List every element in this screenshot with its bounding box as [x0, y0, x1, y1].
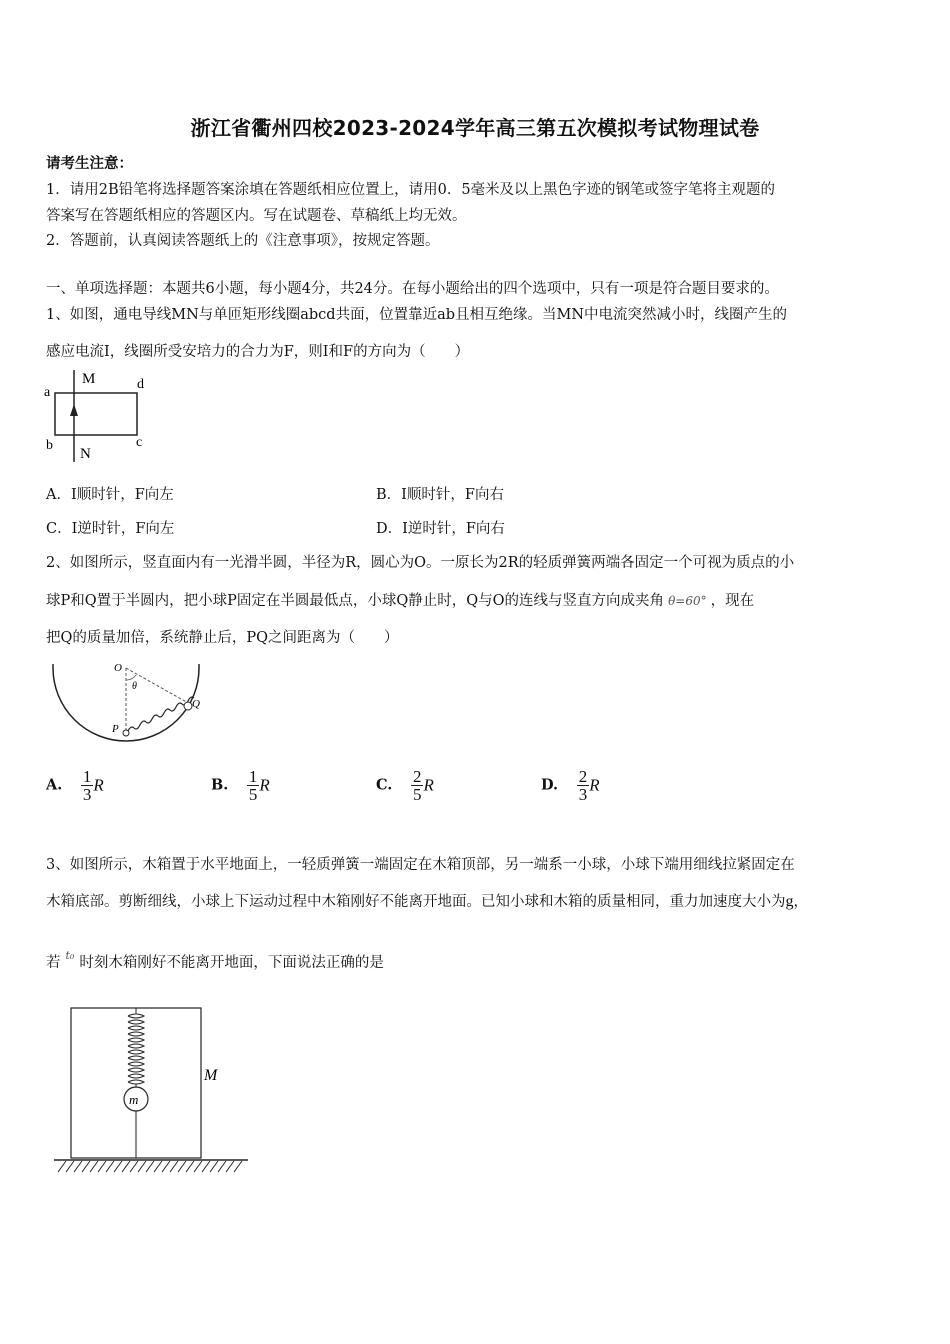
- q2-stem-line-1: 2、如图所示，竖直面内有一光滑半圆，半径为R，圆心为O。一原长为2R的轻质弹簧两端各固定一个可视为质点的小: [46, 555, 795, 571]
- q2-option-b-var: R: [259, 775, 270, 795]
- q2-option-d-letter: D.: [541, 776, 559, 794]
- q3-stem-line-3-text: 时刻木箱刚好不能离开地面，下面说法正确的是: [79, 955, 384, 971]
- q2-option-c-num: 2: [412, 767, 422, 786]
- q2-option-c-letter: C.: [376, 776, 393, 794]
- q1-label-a: a: [44, 385, 51, 400]
- q3-label-big-m: M: [204, 1067, 218, 1084]
- q2-option-d-var: R: [589, 775, 600, 795]
- q2-angle: θ=60°: [668, 594, 707, 608]
- q2-option-b-den: 5: [248, 785, 258, 804]
- q2-option-d: [541, 768, 600, 803]
- q2-option-b-num: 1: [248, 767, 258, 786]
- q2-option-c-den: 5: [412, 785, 422, 804]
- q2-label-q: Q: [192, 698, 200, 710]
- q2-stem-line-2-end: ，现在: [710, 593, 755, 609]
- q1-option-b: B．I顺时针，F向右: [376, 487, 504, 503]
- q2-option-c: [376, 768, 434, 803]
- q1-option-d: D．I逆时针，F向右: [376, 521, 505, 537]
- q3-stem-line-2-text: 木箱底部。剪断细线，小球上下运动过程中木箱刚好不能离开地面。已知小球和木箱的质量相同，重力加速度大小为: [46, 894, 786, 910]
- q2-figure: [48, 660, 208, 742]
- q2-option-a-num: 1: [82, 767, 92, 786]
- q2-label-theta: θ: [132, 681, 137, 692]
- q2-option-d-num: 2: [578, 767, 588, 786]
- q2-option-a-fraction: [81, 768, 94, 803]
- notice-heading: 请考生注意：: [46, 155, 133, 172]
- q1-option-a: A．I顺时针，F向左: [46, 487, 174, 503]
- q3-stem-line-2-end: ，: [793, 894, 808, 910]
- q2-option-a: [46, 768, 104, 803]
- q2-label-p: P: [112, 723, 119, 735]
- q3-stem-line-1: 3、如图所示，木箱置于水平地面上，一轻质弹簧一端固定在木箱顶部，另一端系一小球，小球下端用细线拉紧固定在: [46, 857, 795, 873]
- q1-label-m: M: [82, 371, 96, 387]
- section-heading: 一、单项选择题：本题共6小题，每小题4分，共24分。在每小题给出的四个选项中，只有一项是符合题目要求的。: [46, 281, 779, 297]
- page-title: 浙江省衢州四校2023-2024学年高三第五次模拟考试物理试卷: [190, 116, 760, 140]
- notice-line-2: 答案写在答题纸相应的答题区内。写在试题卷、草稿纸上均无效。: [46, 208, 467, 224]
- q3-stem-line-3-start: 若: [46, 955, 61, 971]
- q3-label-m: m: [129, 1092, 139, 1107]
- q1-label-n: N: [80, 446, 91, 462]
- q1-label-b: b: [46, 438, 53, 453]
- q2-option-b-letter: B.: [211, 776, 229, 794]
- q2-stem-line-2-text: 球P和Q置于半圆内，把小球P固定在半圆最低点，小球Q静止时，Q与O的连线与竖直方向成夹角: [46, 593, 665, 609]
- q3-stem-line-2: [46, 890, 808, 911]
- q1-stem-line-2: 感应电流I，线圈所受安培力的合力为F，则I和F的方向为（ ）: [46, 344, 470, 360]
- q1-label-d: d: [137, 377, 144, 392]
- notice-line-1: 1．请用2B铅笔将选择题答案涂填在答题纸相应位置上，请用0．5毫米及以上黑色字迹的钢笔或签字笔将主观题的: [46, 182, 776, 198]
- q2-label-o: O: [114, 662, 122, 674]
- q2-option-a-den: 3: [82, 785, 92, 804]
- q2-option-a-letter: A.: [46, 776, 63, 794]
- q3-stem-line-3: [46, 951, 384, 972]
- q2-option-a-var: R: [93, 775, 104, 795]
- notice-line-3: 2．答题前，认真阅读答题纸上的《注意事项》，按规定答题。: [46, 233, 440, 249]
- q2-stem-line-3: 把Q的质量加倍，系统静止后，PQ之间距离为（ ）: [46, 630, 399, 646]
- q1-label-c: c: [136, 435, 143, 450]
- q3-symbol-t0: t₀: [65, 949, 75, 962]
- q1-option-c: C．I逆时针，F向左: [46, 521, 175, 537]
- q2-option-c-fraction: [411, 768, 424, 803]
- q2-stem-line-2: [46, 589, 754, 610]
- q3-figure: [52, 1004, 252, 1176]
- q2-option-d-fraction: [577, 768, 590, 803]
- q1-stem-line-1: 1、如图，通电导线MN与单匝矩形线圈abcd共面，位置靠近ab且相互绝缘。当MN中电流突然减小时，线圈产生的: [46, 307, 788, 323]
- q2-option-b: [211, 768, 270, 803]
- q3-symbol-g: g: [785, 893, 794, 910]
- q2-option-b-fraction: [247, 768, 260, 803]
- q2-option-d-den: 3: [578, 785, 588, 804]
- q1-figure: [40, 366, 160, 466]
- q2-option-c-var: R: [423, 775, 434, 795]
